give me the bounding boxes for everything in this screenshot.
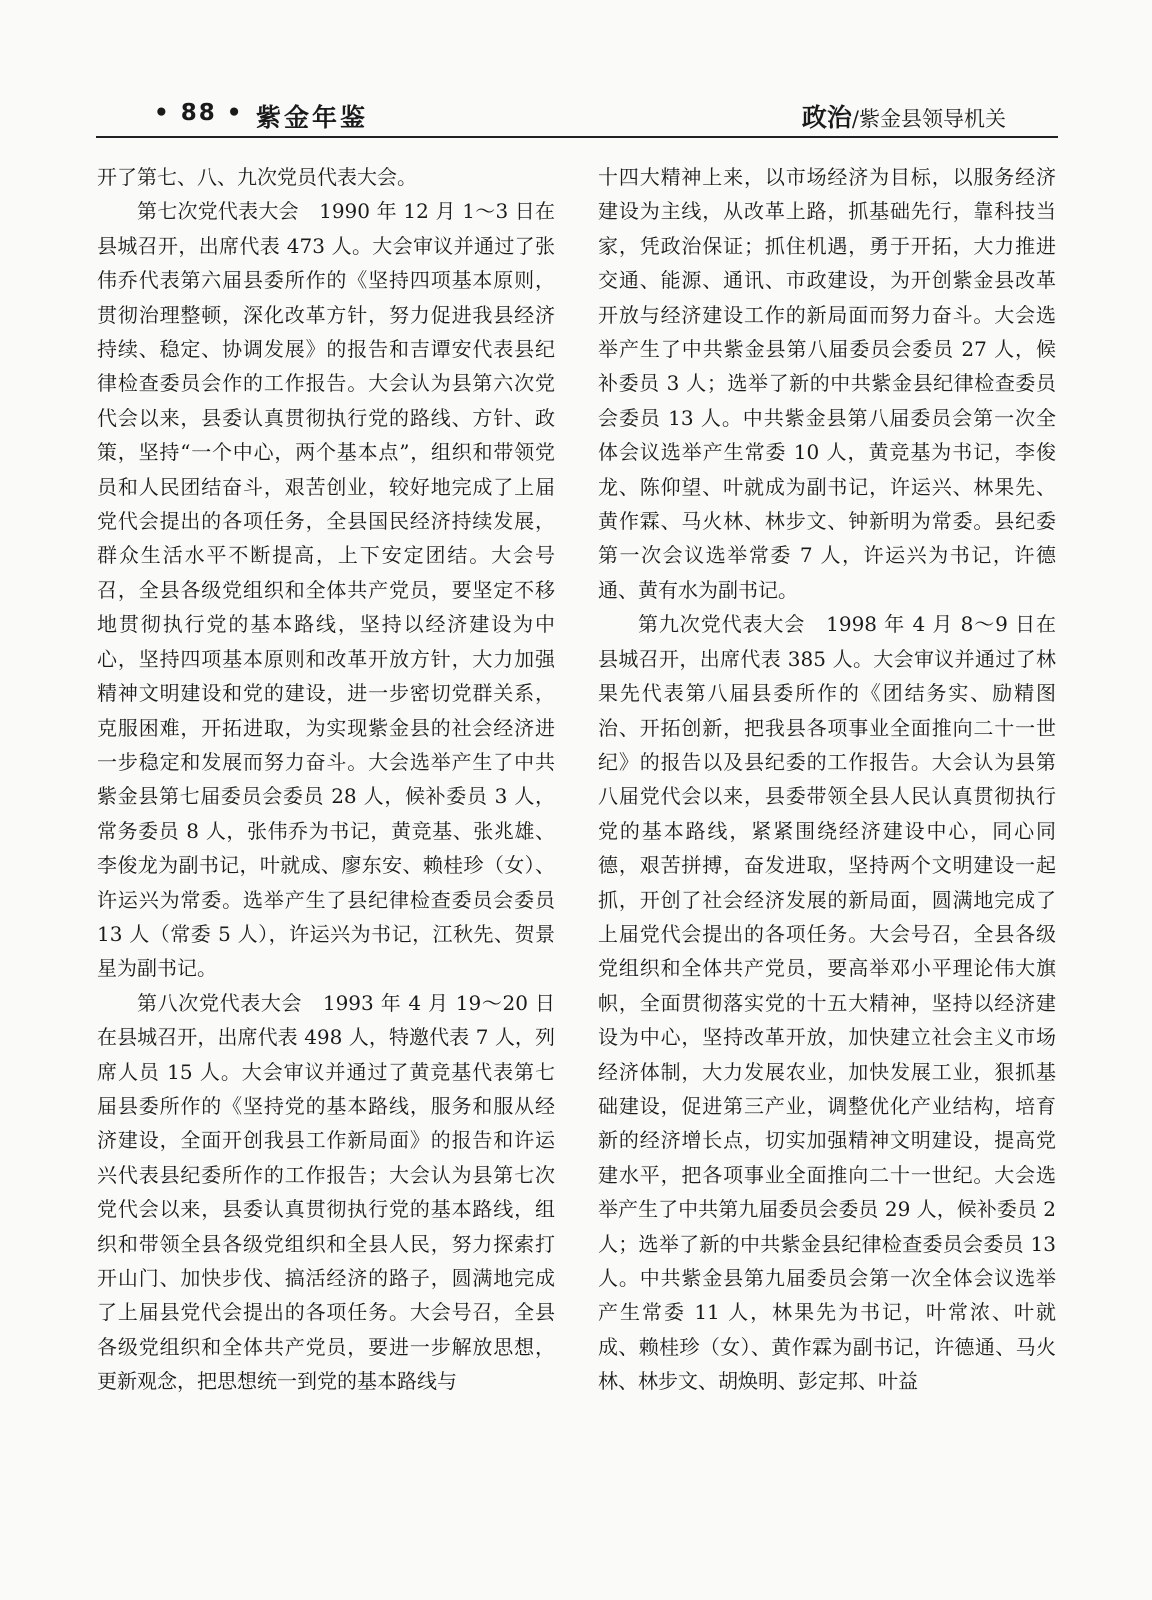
paragraph-ninth-congress bbox=[598, 607, 1056, 1398]
page-header bbox=[96, 96, 1058, 138]
section-main-title: 政治 bbox=[801, 103, 852, 132]
paragraph-eighth-congress-text: 1993 年 4 月 19～20 日在县城召开，出席代表 498 人，特邀代表 7 人，列席人员 15 人。大会审议并通过了黄竞基代表第七届县委所作的《坚持党的基本路线，服务和服从经济建设，全面开创我县工作新局面》的报告和许运兴代表县纪委所作的工作报告；大会认为县第七次党代会以来，县委认真贯彻执行党的基本路线，组织和带领全县各级党组织和全县人民，努力探索打开山门、加快步伐、搞活经济的路子，圆满地完成了上届县党代会提出的各项任务。大会号召，全县各级党组织和全体共产党员，要进一步解放思想，更新观念，把思想统一到党的基本路线与 bbox=[97, 990, 556, 1394]
paragraph-intro-end: 开了第七、八、九次党员代表大会。 bbox=[97, 165, 417, 189]
paragraph-ninth-congress-text: 1998 年 4 月 8～9 日在县城召开，出席代表 385 人。大会审议并通过了林果先代表第八届县委所作的《团结务实、励精图治、开拓创新，把我县各项事业全面推向二十一世纪》的报告以及县纪委的工作报告。大会认为县第八届党代会以来，县委带领全县人民认真贯彻执行党的基本路线，紧紧围绕经济建设中心，同心同德，艰苦拼搏，奋发进取，坚持两个文明建设一起抓，开创了社会经济发展的新局面，圆满地完成了上届党代会提出的各项任务。大会号召，全县各级党组织和全体共产党员，要高举邓小平理论伟大旗帜，全面贯彻落实党的十五大精神，坚持以经济建设为中心，坚持改革开放，加快建立社会主义市场经济体制，大力发展农业，加快发展工业，狠抓基础建设，促进第三产业，调整优化产业结构，培育新的经济增长点，切实加强精神文明建设，提高党建水平，把各项事业全面推向二十一世纪。大会选举产生了中共第九届委员会委员 29 人，候补委员 2 人；选举了新的中共紫金县纪律检查委员会委员 13 人。中共紫金县第九届委员会第一次全体会议选举产生常委 11 人，林果先为书记，叶常浓、叶就成、赖桂珍（女）、黄作霖为副书记，许德通、马火林、林步文、胡焕明、彭定邦、叶益 bbox=[598, 612, 1057, 1394]
paragraph-eighth-congress-continued: 十四大精神上来，以市场经济为目标，以服务经济建设为主线，从改革上路，抓基础先行，靠科技当家，凭政治保证；抓住机遇，勇于开拓，大力推进交通、能源、通讯、市政建设，为开创紫金县改革开放与经济建设工作的新局面而努力奋斗。大会选举产生了中共紫金县第八届委员会委员 27 人，候补委员 3 人；选举了新的中共紫金县纪律检查委员会委员 13 人。中共紫金县第八届委员会第一次全体会议选举产生常委 10 人，黄竞基为书记，李俊龙、陈仰望、叶就成为副书记，许运兴、林果先、黄作霖、马火林、林步文、钟新明为常委。县纪委第一次会议选举常委 7 人，许运兴为书记，许德通、黄有水为副书记。 bbox=[598, 165, 1056, 602]
paragraph-eighth-congress bbox=[97, 986, 555, 1399]
left-column bbox=[97, 160, 555, 1399]
section-separator: / bbox=[851, 107, 859, 131]
section-title bbox=[802, 98, 1006, 134]
page-number: • 88 • bbox=[154, 100, 244, 126]
paragraph-seventh-congress bbox=[97, 194, 555, 985]
run-in-heading-seventh-congress: 第七次党代表大会 bbox=[137, 199, 299, 224]
run-in-heading-eighth-congress: 第八次党代表大会 bbox=[137, 990, 303, 1015]
right-column bbox=[598, 160, 1056, 1399]
section-subtitle: 紫金县领导机关 bbox=[859, 107, 1006, 131]
book-title: 紫金年鉴 bbox=[256, 103, 369, 132]
paragraph-seventh-congress-text: 1990 年 12 月 1～3 日在县城召开，出席代表 473 人。大会审议并通过了张伟乔代表第六届县委所作的《坚持四项基本原则，贯彻治理整顿，深化改革方针，努力促进我县经济持续、稳定、协调发展》的报告和吉谭安代表县纪律检查委员会作的工作报告。大会认为县第六次党代会以来，县委认真贯彻执行党的路线、方针、政策，坚持“一个中心，两个基本点”，组织和带领党员和人民团结奋斗，艰苦创业，较好地完成了上届党代会提出的各项任务，全县国民经济持续发展，群众生活水平不断提高，上下安定团结。大会号召，全县各级党组织和全体共产党员，要坚定不移地贯彻执行党的基本路线，坚持以经济建设为中心，坚持四项基本原则和改革开放方针，大力加强精神文明建设和党的建设，进一步密切党群关系，克服困难，开拓进取，为实现紫金县的社会经济进一步稳定和发展而努力奋斗。大会选举产生了中共紫金县第七届委员会委员 28 人，候补委员 3 人，常务委员 8 人，张伟乔为书记，黄竞基、张兆雄、李俊龙为副书记，叶就成、廖东安、赖桂珍（女）、许运兴为常委。选举产生了县纪律检查委员会委员 13 人（常委 5 人），许运兴为书记，江秋先、贺景星为副书记。 bbox=[97, 199, 555, 981]
run-in-heading-ninth-congress: 第九次党代表大会 bbox=[638, 612, 806, 637]
